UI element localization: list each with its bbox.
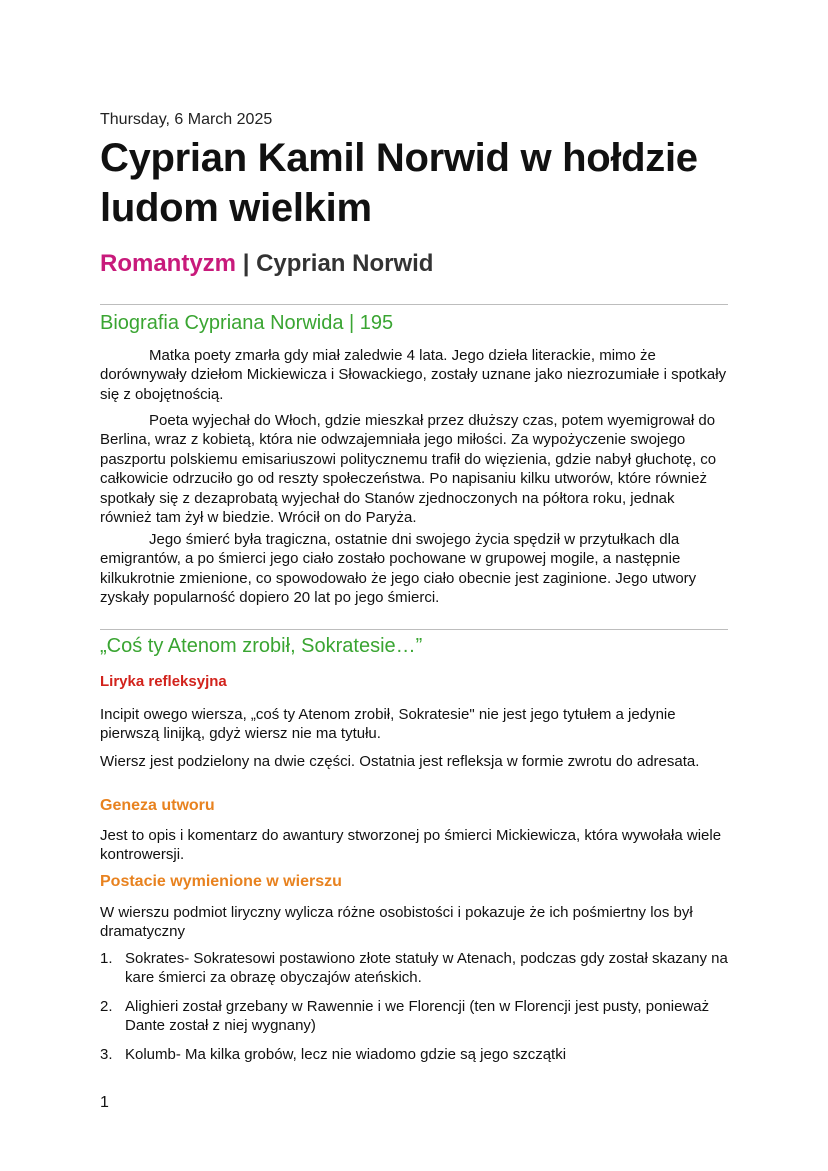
paragraph: Wiersz jest podzielony na dwie części. Ostatnia jest refleksja w formie zwrotu do adresata. xyxy=(100,753,700,770)
list-number: 1. xyxy=(100,950,113,967)
list-text: Kolumb- Ma kilka grobów, lecz nie wiadomo gdzie są jego szczątki xyxy=(125,1046,567,1063)
divider xyxy=(100,304,728,305)
author-label: Cyprian Norwid xyxy=(256,250,434,277)
page-number: 1 xyxy=(100,1094,109,1111)
list-number: 2. xyxy=(100,998,113,1015)
section-heading-biography: Biografia Cypriana Norwida | 195 xyxy=(100,312,394,334)
list-text: Sokrates- Sokratesowi postawiono złote statuły w Atenach, podczas gdy został skazany na kare śmierci za obrazę obyczajów ateńskich. xyxy=(125,950,728,986)
paragraph: Matka poety zmarła gdy miał zaledwie 4 lata. Jego dzieła literackie, mimo że dorównywały dziełom Mickiewicza i Słowackiego, zostały uznane jako niezrozumiałe i spotkały się z obojętnością. xyxy=(100,347,727,403)
category-label: Romantyzm xyxy=(100,250,237,277)
list-text: Alighieri został grzebany w Rawennie i we Florencji (ten w Florencji jest pusty, ponieważ Dante został z niej wygnany) xyxy=(125,998,710,1034)
subheading-lyric: Liryka refleksyjna xyxy=(100,673,227,690)
page-title: Cyprian Kamil Norwid w hołdzie ludom wielkim xyxy=(100,136,698,230)
paragraph: Jego śmierć była tragiczna, ostatnie dni swojego życia spędził w przytułkach dla emigrantów, a po śmierci jego ciało zostało pochowane w grupowej mogile, a następnie kilkukrotnie zmienione, co spowodowało że jego ciało obecnie jest zaginione. Jego utwory zyskały popularność dopiero 20 lat po jego śmierci. xyxy=(100,531,697,607)
list-item xyxy=(100,950,730,987)
paragraph: Incipit owego wiersza, „coś ty Atenom zrobił, Sokratesie" nie jest jego tytułem a jedynie pierwszą linijką, gdyż wiersz nie ma tytułu. xyxy=(100,706,676,743)
paragraph: Poeta wyjechał do Włoch, gdzie mieszkał przez dłuższy czas, potem wyemigrował do Berlina, wraz z kobietą, która nie odwzajemniała jego miłości. Za wypożyczenie swojego paszportu polskiemu emisariuszowi politycznemu trafił do więzienia, gdzie nabył głuchotę, co całkowicie odrzuciło go od reszty społeczeństwa. Po napisaniu kilku utworów, które również spotkały się z dezaprobatą wyjechał do Stanów zjednoczonych na półtora roku, jednak również tam żył w biedzie. Wrócił on do Paryża. xyxy=(100,412,717,527)
subtitle-separator: | xyxy=(236,250,257,277)
list-item xyxy=(100,998,730,1035)
paragraph: Jest to opis i komentarz do awantury stworzonej po śmierci Mickiewicza, która wywołała wiele kontrowersji. xyxy=(100,827,722,864)
subheading-characters: Postacie wymienione w wierszu xyxy=(100,873,342,890)
document-date: Thursday, 6 March 2025 xyxy=(100,111,273,128)
paragraph: W wierszu podmiot liryczny wylicza różne osobistości i pokazuje że ich pośmiertny los był dramatyczny xyxy=(100,904,693,941)
characters-list xyxy=(100,950,730,1065)
divider xyxy=(100,629,728,630)
list-item xyxy=(100,1046,730,1065)
subtitle xyxy=(100,250,730,278)
subheading-genesis: Geneza utworu xyxy=(100,797,215,814)
list-number: 3. xyxy=(100,1046,113,1063)
section-heading-poem: „Coś ty Atenom zrobił, Sokratesie…” xyxy=(100,635,423,657)
